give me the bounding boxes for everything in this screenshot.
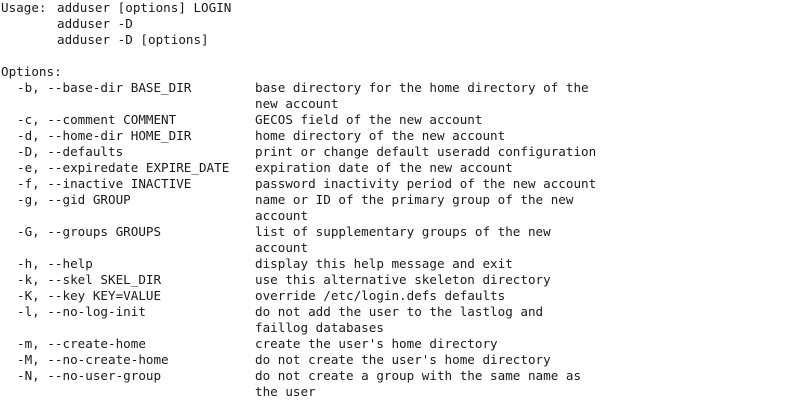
option-flag: -k, --skel SKEL_DIR: [17, 272, 162, 287]
option-description: home directory of the new account: [255, 128, 506, 143]
option-flag: -m, --create-home: [17, 336, 146, 351]
usage-command: adduser [options] LOGIN: [57, 0, 232, 15]
option-description: password inactivity period of the new account: [255, 176, 597, 191]
option-flag: [1, 320, 255, 336]
option-description: account: [255, 240, 309, 255]
option-row: [1, 96, 800, 112]
usage-command: adduser -D [options]: [57, 32, 209, 47]
option-row: [1, 288, 800, 304]
option-row: [1, 112, 800, 128]
option-description: name or ID of the primary group of the new: [255, 192, 574, 207]
usage-line-1: [1, 0, 800, 16]
option-flag: -K, --key KEY=VALUE: [17, 288, 162, 303]
option-row: [1, 352, 800, 368]
option-flag: [1, 208, 255, 224]
option-flag: -h, --help: [17, 256, 93, 271]
usage-label: Usage:: [1, 0, 47, 15]
option-row: [1, 144, 800, 160]
option-flag: [1, 384, 255, 400]
option-row: [1, 128, 800, 144]
option-row: [1, 384, 800, 400]
option-row: [1, 368, 800, 384]
option-row: [1, 176, 800, 192]
option-flag: -c, --comment COMMENT: [17, 112, 177, 127]
option-row: [1, 208, 800, 224]
option-description: use this alternative skeleton directory: [255, 272, 551, 287]
option-flag: -b, --base-dir BASE_DIR: [17, 80, 192, 95]
option-flag: -e, --expiredate EXPIRE_DATE: [17, 160, 230, 175]
option-row: [1, 272, 800, 288]
option-description: create the user's home directory: [255, 336, 498, 351]
option-flag: -G, --groups GROUPS: [17, 224, 162, 239]
option-row: [1, 320, 800, 336]
option-description: base directory for the home directory of the: [255, 80, 589, 95]
options-header: Options:: [1, 64, 62, 79]
option-flag: [1, 96, 255, 112]
usage-command: adduser -D: [57, 16, 133, 31]
option-description: display this help message and exit: [255, 256, 513, 271]
option-description: do not add the user to the lastlog and: [255, 304, 544, 319]
option-row: [1, 240, 800, 256]
options-list: [1, 80, 800, 400]
option-description: account: [255, 208, 309, 223]
option-flag: [1, 240, 255, 256]
option-row: [1, 304, 800, 320]
option-flag: -g, --gid GROUP: [17, 192, 131, 207]
option-row: [1, 192, 800, 208]
blank-line: [1, 48, 800, 64]
usage-line-3: [1, 32, 800, 48]
option-description: list of supplementary groups of the new: [255, 224, 551, 239]
option-flag: -f, --inactive INACTIVE: [17, 176, 192, 191]
option-description: do not create the user's home directory: [255, 352, 551, 367]
option-description: the user: [255, 384, 316, 399]
option-description: expiration date of the new account: [255, 160, 513, 175]
option-row: [1, 336, 800, 352]
option-description: faillog databases: [255, 320, 384, 335]
option-flag: -D, --defaults: [17, 144, 124, 159]
option-row: [1, 224, 800, 240]
option-description: do not create a group with the same name as: [255, 368, 582, 383]
option-flag: -d, --home-dir HOME_DIR: [17, 128, 192, 143]
option-description: new account: [255, 96, 339, 111]
option-description: print or change default useradd configuration: [255, 144, 597, 159]
option-description: override /etc/login.defs defaults: [255, 288, 506, 303]
option-row: [1, 256, 800, 272]
option-flag: -M, --no-create-home: [17, 352, 169, 367]
option-row: [1, 160, 800, 176]
option-description: GECOS field of the new account: [255, 112, 483, 127]
option-row: [1, 80, 800, 96]
option-flag: -l, --no-log-init: [17, 304, 146, 319]
option-flag: -N, --no-user-group: [17, 368, 162, 383]
usage-line-2: [1, 16, 800, 32]
